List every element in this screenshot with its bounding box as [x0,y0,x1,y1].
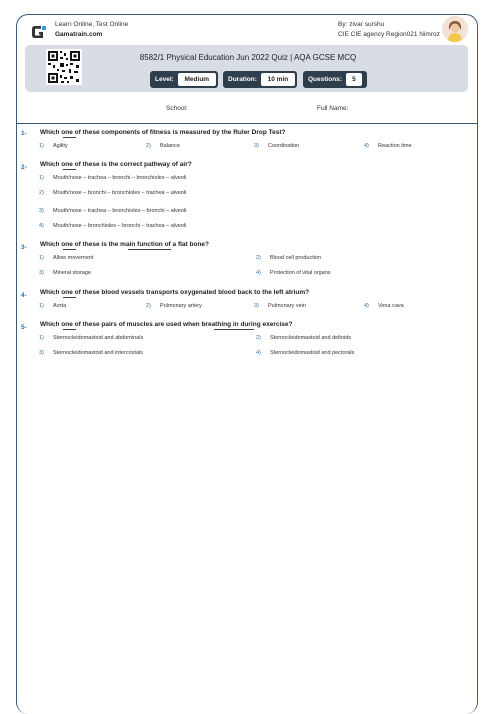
option-text[interactable]: Mouth/nose – trachea – bronchioles – bronchi – alveoli [53,208,187,214]
keyword-underline [63,249,76,250]
question-number: 2- [21,164,27,171]
brand-tagline: Learn Online, Test Online [55,21,129,28]
option-number: 1) [39,335,44,341]
question-text: Which one of these components of fitness is measured by the Ruler Drop Test? [40,129,286,136]
question-text: Which one of these is the main function of a flat bone? [40,241,210,248]
option-text[interactable]: Vena cava [378,303,404,309]
gamatrain-logo-icon [31,25,47,39]
brand-site[interactable]: Gamatrain.com [55,31,103,38]
keyword-underline [63,137,76,138]
keyword-underline [63,329,76,330]
duration-pill [223,71,297,88]
option-number: 2) [256,335,261,341]
quiz-title: 8582/1 Physical Education Jun 2022 Quiz | AQA GCSE MCQ [139,53,357,62]
option-number: 3) [39,208,44,214]
option-text[interactable]: Balance [160,143,180,149]
avatar [442,16,468,42]
keyword-underline [128,249,171,250]
option-number: 2) [39,190,44,196]
option-text[interactable]: Sternocleidomastoid and deltoids [270,335,352,341]
question-number: 3- [21,244,27,251]
keyword-underline [63,297,76,298]
question-number: 1- [21,130,27,137]
option-text[interactable]: Mouth/nose – bronchioles – bronchi – trachea – alveoli [53,223,187,229]
question-text: Which one of these is the correct pathway of air? [40,161,192,168]
fullname-label: Full Name: [317,105,349,112]
option-number: 4) [39,223,44,229]
option-text[interactable]: Allow movement [53,255,94,261]
option-number: 4) [364,143,369,149]
option-number: 1) [39,175,44,181]
option-text[interactable]: Sternocleidomastoid and intercostals [53,350,143,356]
option-number: 1) [39,143,44,149]
option-number: 2) [146,303,151,309]
duration-value: 10 min [261,73,295,86]
option-number: 4) [364,303,369,309]
option-number: 4) [256,270,261,276]
question-text: Which one of these blood vessels transports oxygenated blood back to the left atrium? [40,289,310,296]
option-text[interactable]: Mineral storage [53,270,91,276]
option-text[interactable]: Mouth/nose – trachea – bronchi – bronchioles – alveoli [53,175,187,181]
questions-pill [303,71,367,88]
questions-value: 5 [346,73,362,86]
option-text[interactable]: Blood cell production [270,255,322,261]
option-text[interactable]: Protection of vital organs [270,270,331,276]
page-frame [16,14,478,714]
level-pill [150,71,218,88]
option-number: 1) [39,303,44,309]
level-value: Medium [178,73,216,86]
question-number: 4- [21,292,27,299]
duration-label: Duration: [228,76,257,83]
option-number: 3) [254,143,259,149]
option-number: 4) [256,350,261,356]
school-label: School: [166,105,188,112]
question-number: 5- [21,324,27,331]
option-text[interactable]: Reaction time [378,143,412,149]
option-text[interactable]: Mouth/nose – bronchi – bronchioles – trachea – alveoli [53,190,187,196]
option-text[interactable]: Aorta [53,303,67,309]
author-name: By: zivar surshu [338,21,385,28]
questions-label: Questions: [308,76,342,83]
option-text[interactable]: Sternocleidomastoid and pectorals [270,350,355,356]
option-text[interactable]: Sternocleidomastoid and abdominals [53,335,144,341]
option-number: 3) [39,350,44,356]
option-number: 3) [39,270,44,276]
keyword-underline [63,169,76,170]
question-text: Which one of these pairs of muscles are used when breathing in during exercise? [40,321,293,328]
option-text[interactable]: Pulmonary vein [268,303,306,309]
option-number: 3) [254,303,259,309]
option-number: 1) [39,255,44,261]
option-text[interactable]: Coordination [268,143,300,149]
option-number: 2) [146,143,151,149]
level-label: Level: [155,76,174,83]
header-divider [17,123,478,124]
option-text[interactable]: Pulmonary artery [160,303,202,309]
option-number: 2) [256,255,261,261]
keyword-underline [214,329,254,330]
option-text[interactable]: Agility [53,143,68,149]
author-affiliation: CIE CIE agency Region021 Nimroz [338,31,440,38]
